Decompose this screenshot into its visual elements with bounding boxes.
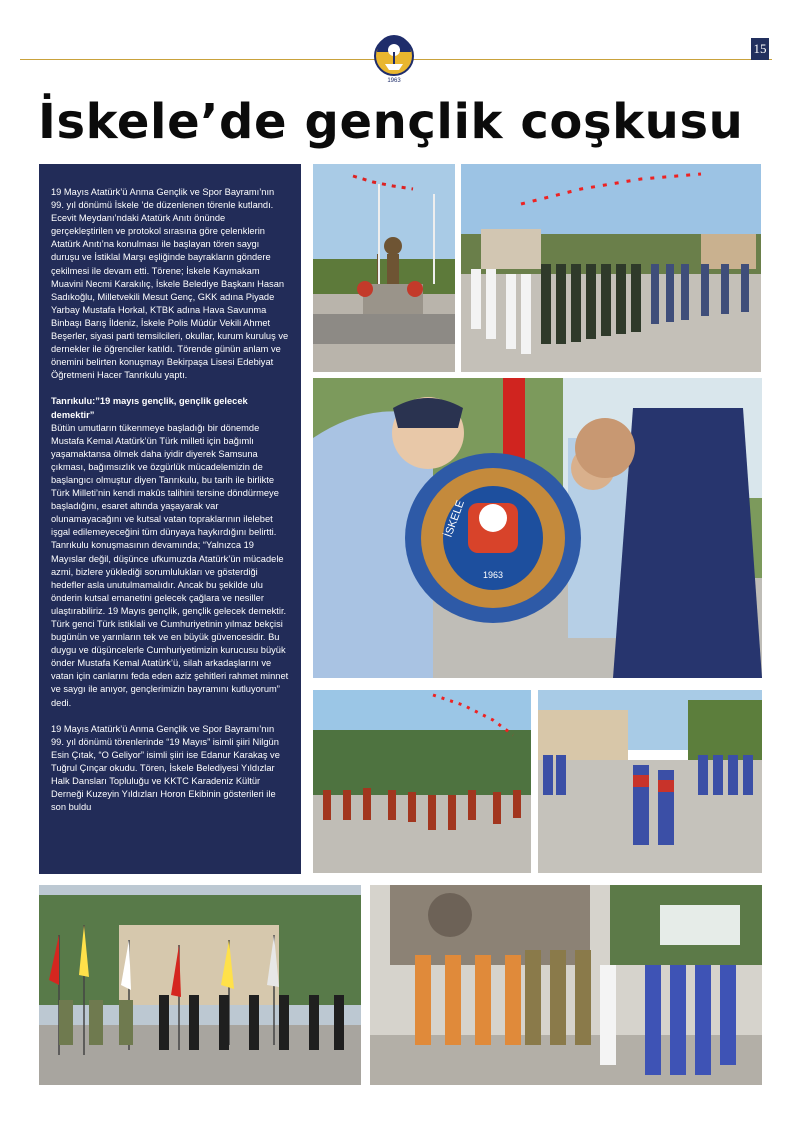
photo-protocol-lineup <box>461 164 761 372</box>
photo-flag-bearers <box>39 885 361 1085</box>
article-subheading: Tanrıkulu:”19 mayıs gençlik, gençlik gelecek demektir” <box>51 396 248 420</box>
municipality-emblem <box>373 34 415 86</box>
plaque-year: 1963 <box>482 570 504 580</box>
article-paragraph-3: 19 Mayıs Atatürk’ü Anma Gençlik ve Spor Bayramı’nın 99. yıl dönümü törenlerinde “19 Mayıs” isimli şiiri Nilgün Esin Çıtak, “O Geliyor” isimli şiiri ise Edanur Karakaş ve Tuğrul Çınçar okudu. Tören, İskele Belediyesi Yıldızlar Halk Dansları Topluluğu ve KKTC Karadeniz Kültür Derneği Kuzeyin Yıldızları Horon Ekibinin gösterileri ile son buldu <box>51 723 280 813</box>
photo-folk-dancers-square <box>313 690 531 873</box>
photo-ataturk-monument <box>313 164 455 372</box>
article-title: İskele’de gençlik coşkusu <box>38 94 744 150</box>
photo-wreath-laying <box>313 378 762 678</box>
article-text-panel <box>39 164 301 874</box>
page-number: 15 <box>751 38 769 60</box>
article-paragraph-2: Bütün umutların tükenmeye başladığı bir dönemde Mustafa Kemal Atatürk’ün Türk milleti için bağımlı yaşamaktansa ölmek daha iyidir diyerek Samsuna çıkması, bağımsızlık ve özgürlük mücadelemizin de başlangıcı olmuştur diyen Tanrıkulu, bu tarih ile birlikte Türk Milleti’nin kendi makûs talihini tersine döndürmeye başladığını, esaret altında yaşayarak var olunamayacağını ve kutsal vatan topraklarının ilelebet işgal edilemeyeceğini tüm dünyaya haykırdığını belirtti. Tanrıkulu konuşmasının devamında; “Yalnızca 19 Mayıslar değil, düşünce ufkumuzda Atatürk’ün mücadele azmi, bizlere yüklediği sorumlulukları ve gösterdiği hedefler asla unutulmamalıdır. Ancak bu şekilde ulu önderin kutsal emanetini gelecek çağlara ve nesiller ulaştırabiliriz. 19 Mayıs gençlik, gençlik gelecek demektir. Türk genci Türk istiklali ve Cumhuriyetinin yılmaz bekçisi bugünün ve yarınların tek ve en büyük güvencesidir. Bu duygu ve düşüncelerle Cumhuriyetimizin kurucusu büyük önder Mustafa Kemal Atatürk’ü, silah arkadaşlarını ve vatan için canlarını feda eden aziz şehitleri rahmet minnet ve saygı ile anıyor, gençlerimizin bayramını kutluyorum” dedi. <box>51 422 289 708</box>
article-paragraph-1: 19 Mayıs Atatürk’ü Anma Gençlik ve Spor Bayramı’nın 99. yıl dönümü İskele ’de düzenlenen törenle kutlandı. Ecevit Meydanı’ndaki Atatürk Anıtı önünde gerçekleştirilen ve protokol sırasına göre çelenklerin Atatürk Anıtı’na konulması ile başlayan tören saygı duruşu ve İstiklal Marşı eşliğinde bayrakların göndere çekilmesi ile devam etti. Törene; İskele Kaymakam Muavini Necmi Karakılıç, İskele Belediye Başkanı Hasan Sadıkoğlu, Milletvekili Mesut Genç, GKK adına Piyade Yarbay Mustafa Horkal, KTBK adına Hava Savunma Binbaşı Barış İldeniz, İskele Polis Müdür Vekili Ahmet Beşerler, siyasi parti temsilcileri, okullar, kurum kuruluş ve dernekler ile öğrenciler katıldı. Törende günün anlam ve önemini belirten konuşmayı Bekirpaşa Lisesi Edebiyat Öğretmeni Hacer Tanrıkulu yaptı. <box>51 187 289 381</box>
emblem-year: 1963 <box>387 78 401 84</box>
plaque-text: İSKELE <box>442 498 467 540</box>
photo-horon-dancers <box>538 690 762 873</box>
photo-traditional-costumes <box>370 885 762 1085</box>
